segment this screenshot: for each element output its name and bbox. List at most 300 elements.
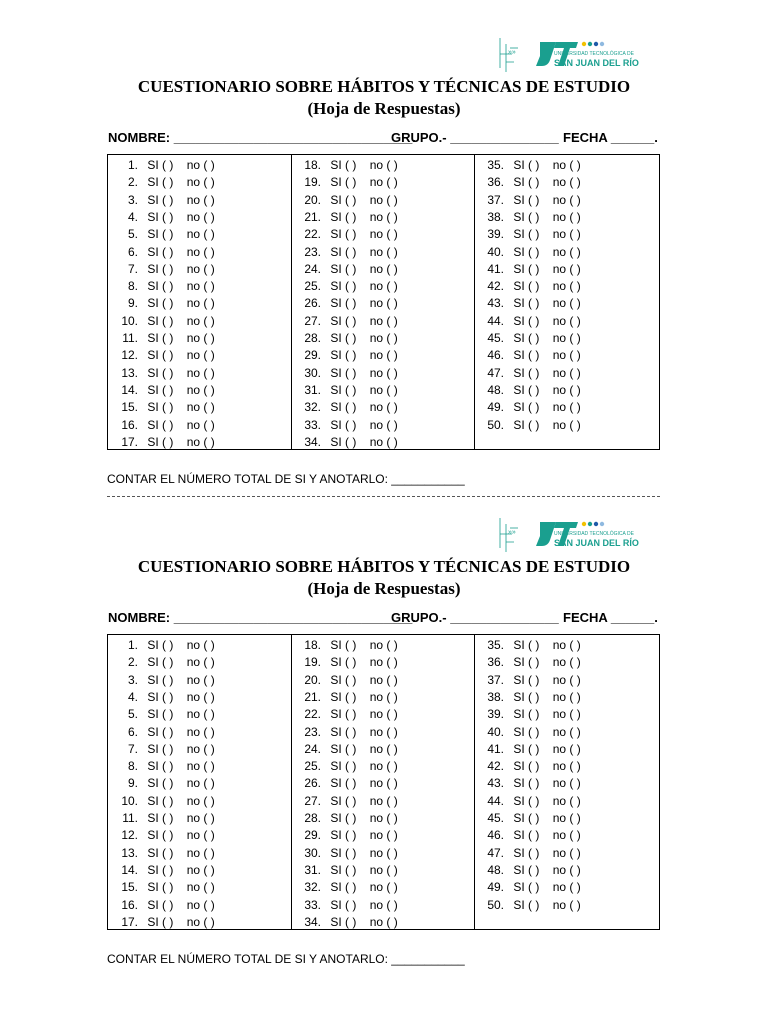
no-option[interactable]: no ( ) <box>186 175 215 190</box>
no-option[interactable]: no ( ) <box>552 244 581 259</box>
si-option[interactable]: SI ( ) <box>147 227 174 242</box>
no-option[interactable]: no ( ) <box>552 348 581 363</box>
no-option[interactable]: no ( ) <box>369 828 398 843</box>
no-option[interactable]: no ( ) <box>369 793 398 808</box>
no-option[interactable]: no ( ) <box>369 279 398 294</box>
si-option[interactable]: SI ( ) <box>330 158 357 172</box>
no-option[interactable]: no ( ) <box>552 417 581 432</box>
question-number: 21. <box>304 209 321 224</box>
answer-row <box>291 158 398 172</box>
si-option[interactable]: SI ( ) <box>330 227 357 242</box>
answer-row <box>291 383 398 397</box>
si-option[interactable]: SI ( ) <box>147 741 174 756</box>
question-number: 25. <box>304 279 321 294</box>
question-number: 22. <box>304 707 321 722</box>
si-option[interactable]: SI ( ) <box>330 209 357 224</box>
answer-row <box>291 915 398 929</box>
no-option[interactable]: no ( ) <box>369 348 398 363</box>
no-option[interactable]: no ( ) <box>186 244 215 259</box>
no-option[interactable]: no ( ) <box>369 209 398 224</box>
si-option[interactable]: SI ( ) <box>513 897 540 912</box>
no-option[interactable]: no ( ) <box>369 880 398 895</box>
no-option[interactable]: no ( ) <box>552 209 581 224</box>
question-number: 42. <box>487 279 504 294</box>
question-number: 44. <box>487 313 504 328</box>
si-option[interactable]: SI ( ) <box>513 382 540 397</box>
no-option[interactable]: no ( ) <box>552 672 581 687</box>
si-option[interactable]: SI ( ) <box>147 724 174 739</box>
question-number: 18. <box>304 158 321 172</box>
answer-row <box>291 846 398 860</box>
no-option[interactable]: no ( ) <box>369 158 398 172</box>
no-option[interactable]: no ( ) <box>186 279 215 294</box>
answer-row <box>108 880 215 894</box>
si-option[interactable]: SI ( ) <box>147 348 174 363</box>
si-option[interactable]: SI ( ) <box>513 776 540 791</box>
si-option[interactable]: SI ( ) <box>513 828 540 843</box>
question-number: 10. <box>121 313 138 328</box>
answer-row <box>474 690 581 704</box>
question-number: 20. <box>304 192 321 207</box>
si-option[interactable]: SI ( ) <box>147 655 174 670</box>
answer-row <box>474 210 581 224</box>
si-option[interactable]: SI ( ) <box>513 741 540 756</box>
answer-row <box>474 707 581 721</box>
si-option[interactable]: SI ( ) <box>513 638 540 652</box>
si-option[interactable]: SI ( ) <box>147 313 174 328</box>
no-option[interactable]: no ( ) <box>186 707 215 722</box>
no-option[interactable]: no ( ) <box>369 331 398 345</box>
no-option[interactable]: no ( ) <box>186 638 215 652</box>
si-option[interactable]: SI ( ) <box>330 331 357 345</box>
question-number: 13. <box>121 845 138 860</box>
si-option[interactable]: SI ( ) <box>147 880 174 895</box>
question-number: 39. <box>487 707 504 722</box>
no-option[interactable]: no ( ) <box>186 227 215 242</box>
si-option[interactable]: SI ( ) <box>147 261 174 276</box>
si-option[interactable]: SI ( ) <box>330 689 357 704</box>
question-number: 23. <box>304 244 321 259</box>
no-option[interactable]: no ( ) <box>186 434 215 449</box>
no-option[interactable]: no ( ) <box>369 655 398 670</box>
no-option[interactable]: no ( ) <box>552 897 581 912</box>
si-option[interactable]: SI ( ) <box>513 158 540 172</box>
si-option[interactable]: SI ( ) <box>330 759 357 774</box>
si-option[interactable]: SI ( ) <box>513 417 540 432</box>
question-number: 19. <box>304 655 321 670</box>
si-option[interactable]: SI ( ) <box>330 365 357 380</box>
answer-row <box>291 400 398 414</box>
no-option[interactable]: no ( ) <box>369 672 398 687</box>
si-option[interactable]: SI ( ) <box>330 793 357 808</box>
no-option[interactable]: no ( ) <box>552 880 581 895</box>
no-option[interactable]: no ( ) <box>369 365 398 380</box>
logo-text-line2: SAN JUAN DEL RÍO <box>554 58 639 68</box>
no-option[interactable]: no ( ) <box>369 417 398 432</box>
no-option[interactable]: no ( ) <box>369 638 398 652</box>
si-option[interactable]: SI ( ) <box>513 365 540 380</box>
no-option[interactable]: no ( ) <box>369 689 398 704</box>
answer-row <box>108 296 215 310</box>
no-option[interactable]: no ( ) <box>552 776 581 791</box>
si-option[interactable]: SI ( ) <box>147 209 174 224</box>
student-fields <box>108 130 668 145</box>
no-option[interactable]: no ( ) <box>552 845 581 860</box>
no-option[interactable]: no ( ) <box>369 862 398 877</box>
no-option[interactable]: no ( ) <box>186 862 215 877</box>
no-option[interactable]: no ( ) <box>186 672 215 687</box>
si-option[interactable]: SI ( ) <box>513 261 540 276</box>
si-option[interactable]: SI ( ) <box>513 655 540 670</box>
no-option[interactable]: no ( ) <box>369 776 398 791</box>
answer-row <box>108 811 215 825</box>
answer-row <box>474 828 581 842</box>
no-option[interactable]: no ( ) <box>186 811 215 825</box>
no-option[interactable]: no ( ) <box>552 175 581 190</box>
si-option[interactable]: SI ( ) <box>147 192 174 207</box>
no-option[interactable]: no ( ) <box>552 313 581 328</box>
question-number: 38. <box>487 689 504 704</box>
no-option[interactable]: no ( ) <box>552 331 581 345</box>
si-option[interactable]: SI ( ) <box>513 845 540 860</box>
si-option[interactable]: SI ( ) <box>330 382 357 397</box>
si-option[interactable]: SI ( ) <box>513 400 540 415</box>
no-option[interactable]: no ( ) <box>552 724 581 739</box>
si-option[interactable]: SI ( ) <box>513 296 540 311</box>
question-number: 11. <box>122 811 138 825</box>
si-option[interactable]: SI ( ) <box>147 434 174 449</box>
question-number: 35. <box>487 158 504 172</box>
no-option[interactable]: no ( ) <box>186 793 215 808</box>
si-option[interactable]: SI ( ) <box>513 192 540 207</box>
no-option[interactable]: no ( ) <box>186 914 215 929</box>
answer-row <box>108 418 215 432</box>
no-option[interactable]: no ( ) <box>552 811 581 825</box>
answer-row <box>291 638 398 652</box>
si-option[interactable]: SI ( ) <box>147 158 174 172</box>
answer-row <box>474 366 581 380</box>
si-option[interactable]: SI ( ) <box>513 227 540 242</box>
no-option[interactable]: no ( ) <box>186 365 215 380</box>
si-option[interactable]: SI ( ) <box>147 811 174 825</box>
no-option[interactable]: no ( ) <box>186 880 215 895</box>
si-option[interactable]: SI ( ) <box>330 914 357 929</box>
si-option[interactable]: SI ( ) <box>513 793 540 808</box>
question-number: 38. <box>487 209 504 224</box>
si-option[interactable]: SI ( ) <box>147 776 174 791</box>
question-number: 5. <box>127 707 138 722</box>
answer-row <box>108 314 215 328</box>
no-option[interactable]: no ( ) <box>552 365 581 380</box>
si-option[interactable]: SI ( ) <box>147 331 174 345</box>
answer-row <box>108 638 215 652</box>
si-option[interactable]: SI ( ) <box>513 707 540 722</box>
university-logo <box>496 514 660 556</box>
si-option[interactable]: SI ( ) <box>330 707 357 722</box>
question-number: 11. <box>122 331 138 345</box>
no-option[interactable]: no ( ) <box>369 382 398 397</box>
no-option[interactable]: no ( ) <box>552 279 581 294</box>
si-option[interactable]: SI ( ) <box>330 434 357 449</box>
question-number: 24. <box>304 741 321 756</box>
no-option[interactable]: no ( ) <box>369 845 398 860</box>
si-option[interactable]: SI ( ) <box>330 897 357 912</box>
si-option[interactable]: SI ( ) <box>330 741 357 756</box>
si-option[interactable]: SI ( ) <box>330 313 357 328</box>
answer-row <box>108 673 215 687</box>
answer-row <box>474 880 581 894</box>
no-option[interactable]: no ( ) <box>186 776 215 791</box>
si-option[interactable]: SI ( ) <box>330 845 357 860</box>
si-option[interactable]: SI ( ) <box>147 244 174 259</box>
no-option[interactable]: no ( ) <box>369 313 398 328</box>
si-option[interactable]: SI ( ) <box>330 724 357 739</box>
answer-sheet <box>0 514 768 984</box>
no-option[interactable]: no ( ) <box>552 192 581 207</box>
answer-row <box>108 279 215 293</box>
no-option[interactable]: no ( ) <box>186 331 215 345</box>
si-option[interactable]: SI ( ) <box>147 365 174 380</box>
fecha-field[interactable]: FECHA ______. <box>563 130 658 145</box>
si-option[interactable]: SI ( ) <box>330 192 357 207</box>
question-number: 26. <box>304 776 321 791</box>
si-option[interactable]: SI ( ) <box>330 261 357 276</box>
si-option[interactable]: SI ( ) <box>330 638 357 652</box>
si-option[interactable]: SI ( ) <box>513 724 540 739</box>
no-option[interactable]: no ( ) <box>369 914 398 929</box>
si-option[interactable]: SI ( ) <box>147 175 174 190</box>
si-option[interactable]: SI ( ) <box>513 279 540 294</box>
question-number: 30. <box>304 845 321 860</box>
si-option[interactable]: SI ( ) <box>330 348 357 363</box>
no-option[interactable]: no ( ) <box>369 261 398 276</box>
si-option[interactable]: SI ( ) <box>513 811 540 825</box>
nombre-field[interactable]: NOMBRE: _________________________________. <box>108 130 416 145</box>
si-option[interactable]: SI ( ) <box>513 331 540 345</box>
question-number: 36. <box>487 655 504 670</box>
answer-row <box>474 794 581 808</box>
no-option[interactable]: no ( ) <box>552 296 581 311</box>
question-number: 31. <box>304 862 321 877</box>
question-number: 48. <box>487 382 504 397</box>
si-option[interactable]: SI ( ) <box>330 672 357 687</box>
no-option[interactable]: no ( ) <box>186 655 215 670</box>
si-option[interactable]: SI ( ) <box>147 845 174 860</box>
si-option[interactable]: SI ( ) <box>330 417 357 432</box>
answer-row <box>108 828 215 842</box>
grupo-field[interactable]: GRUPO.- _______________ <box>391 610 559 625</box>
no-option[interactable]: no ( ) <box>186 897 215 912</box>
answer-row <box>108 898 215 912</box>
no-option[interactable]: no ( ) <box>552 759 581 774</box>
fecha-field[interactable]: FECHA ______. <box>563 610 658 625</box>
no-option[interactable]: no ( ) <box>369 296 398 311</box>
si-option[interactable]: SI ( ) <box>147 672 174 687</box>
question-number: 41. <box>487 261 504 276</box>
si-option[interactable]: SI ( ) <box>147 828 174 843</box>
no-option[interactable]: no ( ) <box>369 707 398 722</box>
si-option[interactable]: SI ( ) <box>513 175 540 190</box>
no-option[interactable]: no ( ) <box>369 434 398 449</box>
si-option[interactable]: SI ( ) <box>147 400 174 415</box>
si-option[interactable]: SI ( ) <box>147 417 174 432</box>
question-number: 19. <box>304 175 321 190</box>
no-option[interactable]: no ( ) <box>552 741 581 756</box>
no-option[interactable]: no ( ) <box>186 400 215 415</box>
si-option[interactable]: SI ( ) <box>330 244 357 259</box>
si-option[interactable]: SI ( ) <box>513 209 540 224</box>
si-option[interactable]: SI ( ) <box>513 880 540 895</box>
answer-row <box>291 210 398 224</box>
si-option[interactable]: SI ( ) <box>513 244 540 259</box>
no-option[interactable]: no ( ) <box>552 158 581 172</box>
si-option[interactable]: SI ( ) <box>330 296 357 311</box>
si-option[interactable]: SI ( ) <box>147 793 174 808</box>
no-option[interactable]: no ( ) <box>552 862 581 877</box>
answer-row <box>474 245 581 259</box>
si-option[interactable]: SI ( ) <box>513 689 540 704</box>
question-number: 50. <box>487 417 504 432</box>
question-number: 47. <box>487 365 504 380</box>
question-number: 15. <box>121 400 138 415</box>
answer-row <box>291 193 398 207</box>
no-option[interactable]: no ( ) <box>186 296 215 311</box>
question-number: 33. <box>304 417 321 432</box>
si-option[interactable]: SI ( ) <box>147 638 174 652</box>
question-number: 36. <box>487 175 504 190</box>
answer-row <box>108 193 215 207</box>
answer-row <box>108 175 215 189</box>
si-option[interactable]: SI ( ) <box>330 279 357 294</box>
si-option[interactable]: SI ( ) <box>513 759 540 774</box>
si-option[interactable]: SI ( ) <box>330 811 357 825</box>
answer-row <box>108 245 215 259</box>
si-option[interactable]: SI ( ) <box>147 707 174 722</box>
si-option[interactable]: SI ( ) <box>147 759 174 774</box>
no-option[interactable]: no ( ) <box>186 828 215 843</box>
answer-row <box>291 863 398 877</box>
answer-row <box>108 863 215 877</box>
si-option[interactable]: SI ( ) <box>147 689 174 704</box>
si-option[interactable]: SI ( ) <box>147 862 174 877</box>
si-option[interactable]: SI ( ) <box>330 862 357 877</box>
si-option[interactable]: SI ( ) <box>330 175 357 190</box>
question-number: 50. <box>487 897 504 912</box>
no-option[interactable]: no ( ) <box>369 400 398 415</box>
no-option[interactable]: no ( ) <box>552 400 581 415</box>
no-option[interactable]: no ( ) <box>186 382 215 397</box>
question-number: 34. <box>304 914 321 929</box>
question-number: 40. <box>487 724 504 739</box>
question-number: 2. <box>127 175 138 190</box>
answer-row <box>108 227 215 241</box>
answer-row <box>474 638 581 652</box>
si-option[interactable]: SI ( ) <box>513 672 540 687</box>
si-option[interactable]: SI ( ) <box>330 400 357 415</box>
answer-row <box>108 400 215 414</box>
no-option[interactable]: no ( ) <box>552 707 581 722</box>
answer-row <box>108 158 215 172</box>
si-option[interactable]: SI ( ) <box>147 914 174 929</box>
answer-row <box>474 418 581 432</box>
si-option[interactable]: SI ( ) <box>513 348 540 363</box>
question-number: 48. <box>487 862 504 877</box>
answer-row <box>474 673 581 687</box>
answer-row <box>108 846 215 860</box>
page-title: CUESTIONARIO SOBRE HÁBITOS Y TÉCNICAS DE ESTUDIO <box>137 77 631 96</box>
si-option[interactable]: SI ( ) <box>147 382 174 397</box>
no-option[interactable]: no ( ) <box>552 828 581 843</box>
no-option[interactable]: no ( ) <box>369 227 398 242</box>
answer-row <box>108 210 215 224</box>
no-option[interactable]: no ( ) <box>369 724 398 739</box>
question-number: 3. <box>127 192 138 207</box>
si-option[interactable]: SI ( ) <box>330 776 357 791</box>
si-option[interactable]: SI ( ) <box>513 313 540 328</box>
no-option[interactable]: no ( ) <box>369 811 398 825</box>
no-option[interactable]: no ( ) <box>369 741 398 756</box>
answer-row <box>474 314 581 328</box>
nombre-field[interactable]: NOMBRE: _________________________________. <box>108 610 416 625</box>
no-option[interactable]: no ( ) <box>186 192 215 207</box>
si-option[interactable]: SI ( ) <box>330 655 357 670</box>
no-option[interactable]: no ( ) <box>552 227 581 242</box>
no-option[interactable]: no ( ) <box>552 382 581 397</box>
no-option[interactable]: no ( ) <box>186 741 215 756</box>
answer-row <box>474 175 581 189</box>
si-option[interactable]: SI ( ) <box>513 862 540 877</box>
no-option[interactable]: no ( ) <box>369 897 398 912</box>
si-option[interactable]: SI ( ) <box>147 279 174 294</box>
question-number: 22. <box>304 227 321 242</box>
si-option[interactable]: SI ( ) <box>330 828 357 843</box>
si-option[interactable]: SI ( ) <box>147 897 174 912</box>
no-option[interactable]: no ( ) <box>186 417 215 432</box>
no-option[interactable]: no ( ) <box>186 158 215 172</box>
answer-row <box>108 366 215 380</box>
no-option[interactable]: no ( ) <box>186 724 215 739</box>
svg-text:»»: »» <box>508 529 516 536</box>
answer-row <box>474 348 581 362</box>
question-number: 30. <box>304 365 321 380</box>
question-number: 2. <box>127 655 138 670</box>
si-option[interactable]: SI ( ) <box>330 880 357 895</box>
no-option[interactable]: no ( ) <box>186 689 215 704</box>
no-option[interactable]: no ( ) <box>186 759 215 774</box>
grupo-field[interactable]: GRUPO.- _______________ <box>391 130 559 145</box>
no-option[interactable]: no ( ) <box>186 209 215 224</box>
no-option[interactable]: no ( ) <box>552 793 581 808</box>
no-option[interactable]: no ( ) <box>186 313 215 328</box>
no-option[interactable]: no ( ) <box>369 192 398 207</box>
no-option[interactable]: no ( ) <box>186 348 215 363</box>
si-option[interactable]: SI ( ) <box>147 296 174 311</box>
no-option[interactable]: no ( ) <box>186 845 215 860</box>
question-number: 44. <box>487 793 504 808</box>
no-option[interactable]: no ( ) <box>552 689 581 704</box>
no-option[interactable]: no ( ) <box>369 244 398 259</box>
no-option[interactable]: no ( ) <box>552 261 581 276</box>
no-option[interactable]: no ( ) <box>552 638 581 652</box>
no-option[interactable]: no ( ) <box>186 261 215 276</box>
no-option[interactable]: no ( ) <box>552 655 581 670</box>
question-number: 7. <box>127 261 138 276</box>
no-option[interactable]: no ( ) <box>369 759 398 774</box>
answer-row <box>474 296 581 310</box>
question-number: 29. <box>304 828 321 843</box>
question-number: 13. <box>121 365 138 380</box>
no-option[interactable]: no ( ) <box>369 175 398 190</box>
